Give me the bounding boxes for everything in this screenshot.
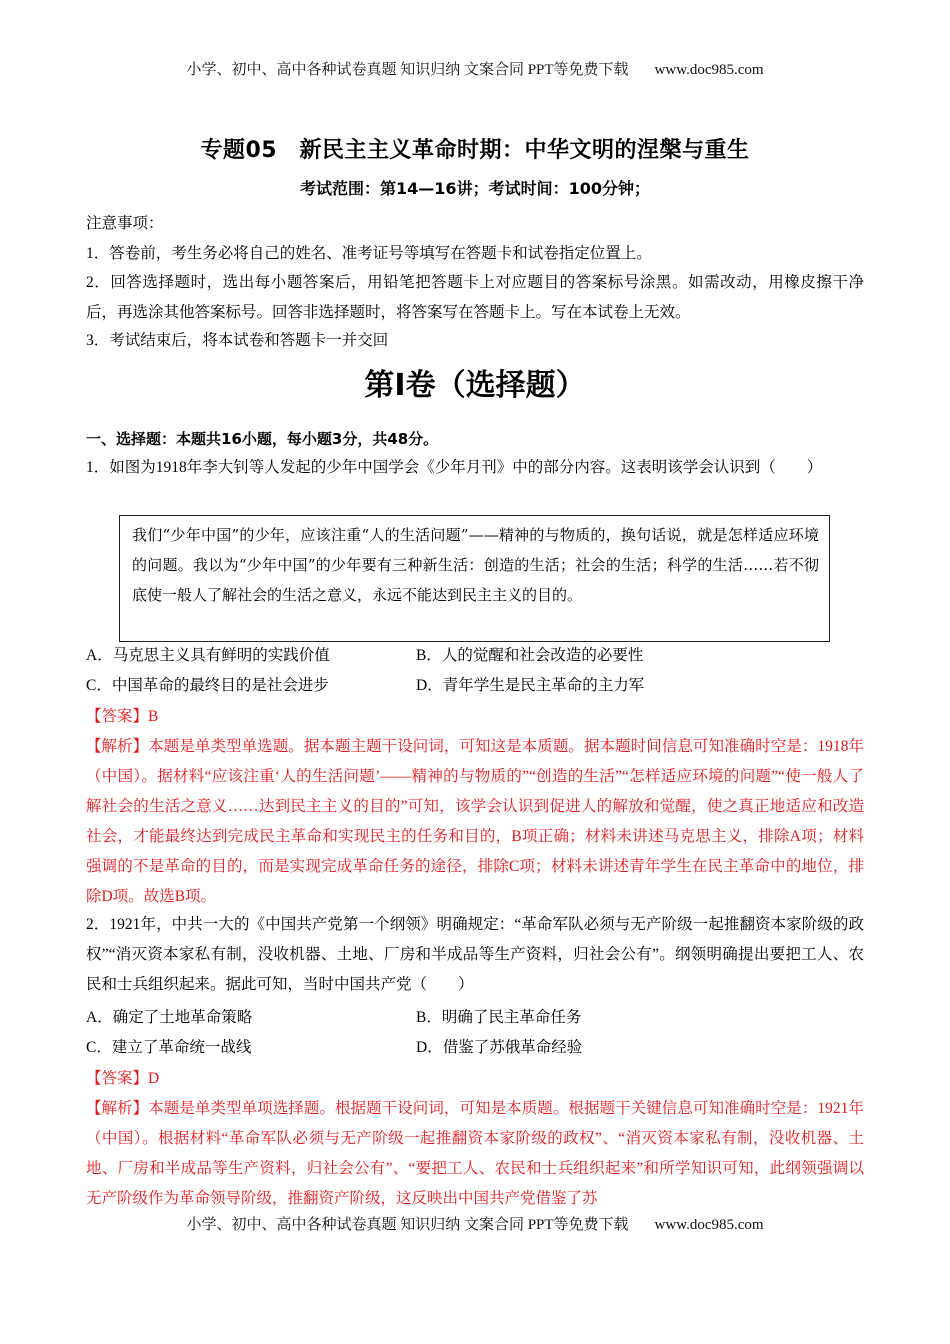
question-2-option-a[interactable]: A．确定了土地革命策略: [86, 1009, 253, 1026]
notice-item-1: 1．答卷前，考生务必将自己的姓名、准考证号等填写在答题卡和试卷指定位置上。: [86, 245, 652, 262]
notice-item-2: 2．回答选择题时，选出每小题答案后，用铅笔把答题卡上对应题目的答案标号涂黑。如需改动，用橡皮擦干净后，再选涂其他答案标号。回答非选择题时，将答案写在答题卡上。写在本试卷上无效。: [86, 274, 864, 321]
question-2-option-c[interactable]: C．建立了革命统一战线: [86, 1039, 252, 1056]
footer-banner-text: 小学、初中、高中各种试卷真题 知识归纳 文案合同 PPT等免费下载: [186, 1217, 629, 1233]
question-1-material-box: 我们“少年中国”的少年，应该注重“人的生活问题”——精神的与物质的，换句话说，就是怎样适应环境的问题。我以为“少年中国”的少年要有三种新生活：创造的生活；社会的生活；科学的生活……若不彻底使一般人了解社会的生活之意义，永远不能达到民主主义的目的。: [119, 515, 830, 642]
question-1-option-b[interactable]: B．人的觉醒和社会改造的必要性: [416, 647, 644, 664]
answer-value: D: [148, 1070, 160, 1087]
footer-banner-url[interactable]: www.doc985.com: [654, 1217, 764, 1233]
notice-item-3: 3．考试结束后，将本试卷和答题卡一并交回: [86, 332, 389, 349]
question-1-stem: 1．如图为1918年李大钊等人发起的少年中国学会《少年月刊》中的部分内容。这表明该学会认识到（ ）: [86, 459, 823, 476]
analysis-tag: 【解析】: [86, 1099, 149, 1117]
footer-banner: [0, 1213, 950, 1234]
volume-title: 第I卷（选择题）: [364, 368, 586, 403]
question-1-option-a[interactable]: A．马克思主义具有鲜明的实践价值: [86, 647, 330, 664]
answer-tag: 【答案】: [86, 1069, 149, 1087]
question-1-option-d[interactable]: D．青年学生是民主革命的主力军: [416, 677, 645, 694]
question-1-answer: [86, 701, 864, 732]
section-heading: 一、选择题：本题共16小题，每小题3分，共48分。: [86, 430, 439, 448]
analysis-text: 本题是单类型单选题。据本题主题干设问词，可知这是本质题。据本题时间信息可知准确时空是：1918年（中国）。据材料“应该注重‘人的生活问题’——精神的与物质的”“创造的生活”“怎样适应环境的问题”“使一般人了解社会的生活之意义……达到民主主义的目的”可知，该学会认识到促进人的解放和觉醒，使之真正地适应和改造社会，才能最终达到完成民主革命和实现民主的任务和目的，B项正确；材料未讲述马克思主义，排除A项；材料强调的不是革命的目的，而是实现完成革命任务的途径，排除C项；材料未讲述青年学生在民主革命中的地位，排除D项。故选B项。: [86, 738, 864, 905]
question-2-stem: 2．1921年，中共一大的《中国共产党第一个纲领》明确规定：“革命军队必须与无产阶级一起推翻资本家阶级的政权”“消灭资本家私有制，没收机器、土地、厂房和半成品等生产资料，归社会公有”。纲领明确提出要把工人、农民和士兵组织起来。据此可知，当时中国共产党（ ）: [86, 916, 864, 993]
document-title: 专题05 新民主主义革命时期：中华文明的涅槃与重生: [200, 138, 750, 163]
document-subtitle: 考试范围：第14—16讲；考试时间：100分钟；: [300, 179, 650, 198]
question-2-option-d[interactable]: D．借鉴了苏俄革命经验: [416, 1039, 583, 1056]
answer-tag: 【答案】: [86, 707, 149, 725]
question-1-analysis: [86, 731, 864, 912]
question-1-option-c[interactable]: C．中国革命的最终目的是社会进步: [86, 677, 329, 694]
answer-value: B: [148, 708, 159, 725]
notice-heading: 注意事项：: [86, 215, 164, 232]
analysis-text: 本题是单类型单项选择题。根据题干设问词，可知是本质题。根据题干关键信息可知准确时空是：1921年（中国）。根据材料“革命军队必须与无产阶级一起推翻资本家阶级的政权”、“消灭资本家私有制，没收机器、土地、厂房和半成品等生产资料，归社会公有”、“要把工人、农民和士兵组织起来”和所学知识可知，此纲领强调以无产阶级作为革命领导阶级，推翻资产阶级，这反映出中国共产党借鉴了苏: [86, 1100, 864, 1207]
header-banner-text: 小学、初中、高中各种试卷真题 知识归纳 文案合同 PPT等免费下载: [186, 62, 629, 78]
question-2-analysis: [86, 1093, 864, 1213]
question-2-answer: [86, 1063, 864, 1094]
question-2-option-b[interactable]: B．明确了民主革命任务: [416, 1009, 582, 1026]
analysis-tag: 【解析】: [86, 737, 149, 755]
header-banner: [0, 58, 950, 79]
header-banner-url[interactable]: www.doc985.com: [654, 62, 764, 78]
